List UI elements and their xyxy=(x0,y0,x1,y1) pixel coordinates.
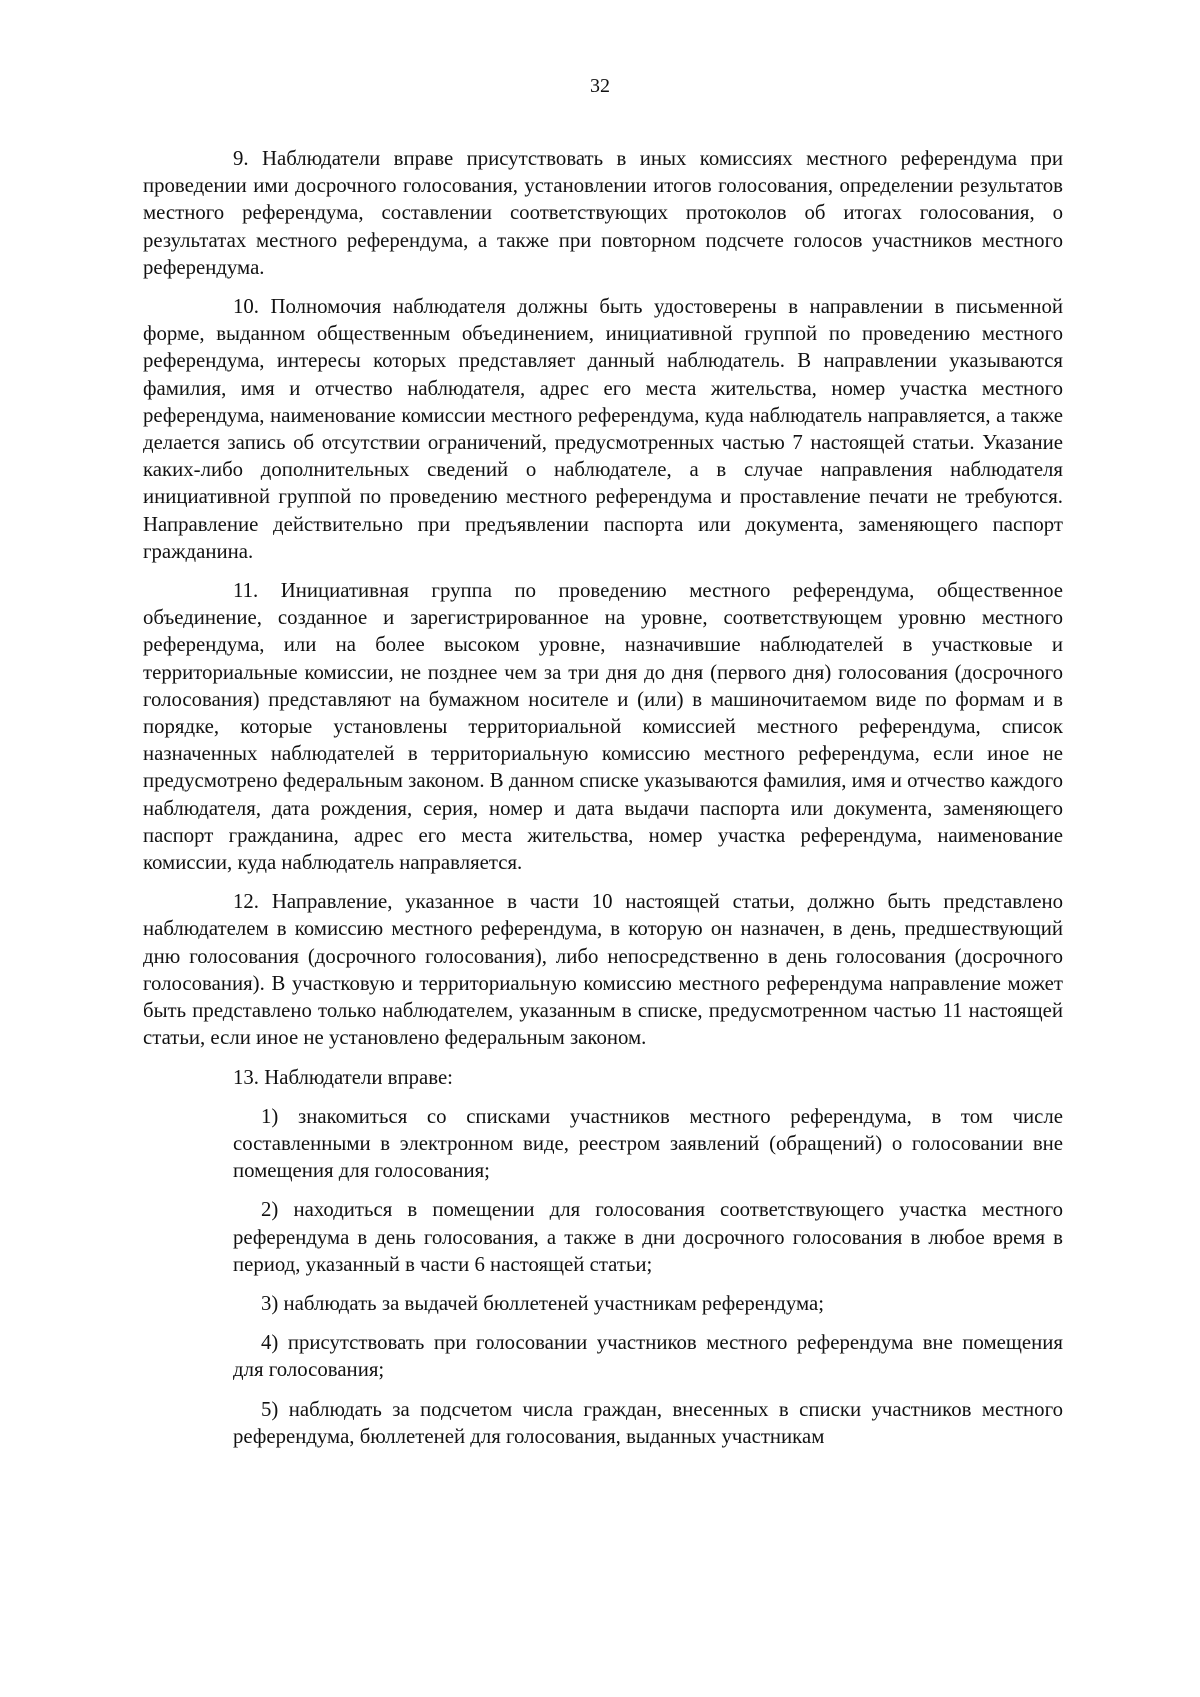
list-item-1: 1) знакомиться со списками участников местного референдума, в том числе составленными в электронном виде, реестром заявлений (обращений) о голосовании вне помещения для голосования; xyxy=(233,1104,1063,1183)
list-item-4: 4) присутствовать при голосовании участников местного референдума вне помещения для голосования; xyxy=(233,1331,1063,1382)
page-number: 32 xyxy=(590,75,610,97)
paragraph-12: 12. Направление, указанное в части 10 настоящей статьи, должно быть представлено наблюдателем в комиссию местного референдума, в которую он назначен, в день, предшествующий дню голосования (досрочного голосования), либо непосредственно в день голосования (досрочного голосования). В участковую и территориальную комиссию местного референдума направление может быть представлено только наблюдателем, указанным в списке, предусмотренном частью 11 настоящей статьи, если иное не установлено федеральным законом. xyxy=(143,890,1063,1050)
paragraph-13: 13. Наблюдатели вправе: xyxy=(233,1065,453,1089)
document-body xyxy=(143,145,1063,1462)
list-item-2: 2) находиться в помещении для голосования соответствующего участка местного референдума в день голосования, а также в дни досрочного голосования в любое время в период, указанный в части 6 настоящей статьи; xyxy=(233,1198,1063,1276)
list-item-5: 5) наблюдать за подсчетом числа граждан, внесенных в списки участников местного референдума, бюллетеней для голосования, выданных участникам xyxy=(233,1397,1063,1448)
paragraph-11: 11. Инициативная группа по проведению местного референдума, общественное объединение, созданное и зарегистрированное на уровне, соответствующем уровню местного референдума, или на более высоком уровне, назначившие наблюдателей в участковые и территориальные комиссии, не позднее чем за три дня до дня (первого дня) голосования (досрочного голосования) представляют на бумажном носителе и (или) в машиночитаемом виде по формам и в порядке, которые установлены территориальной комиссией местного референдума, список назначенных наблюдателей в территориальную комиссию местного референдума, если иное не предусмотрено федеральным законом. В данном списке указываются фамилия, имя и отчество каждого наблюдателя, дата рождения, серия, номер и дата выдачи паспорта или документа, заменяющего паспорт гражданина, адрес его места жительства, номер участка референдума, наименование комиссии, куда наблюдатель направляется. xyxy=(143,579,1063,875)
paragraph-9: 9. Наблюдатели вправе присутствовать в иных комиссиях местного референдума при проведении ими досрочного голосования, установлении итогов голосования, определении результатов местного референдума, составлении соответствующих протоколов об итогах голосования, о результатах местного референдума, а также при повторном подсчете голосов участников местного референдума. xyxy=(143,147,1063,279)
list-item-3: 3) наблюдать за выдачей бюллетеней участникам референдума; xyxy=(261,1291,825,1315)
paragraph-10: 10. Полномочия наблюдателя должны быть удостоверены в направлении в письменной форме, выданном общественным объединением, инициативной группой по проведению местного референдума, интересы которых представляет данный наблюдатель. В направлении указываются фамилия, имя и отчество наблюдателя, адрес его места жительства, номер участка местного референдума, наименование комиссии местного референдума, куда наблюдатель направляется, а также делается запись об отсутствии ограничений, предусмотренных частью 7 настоящей статьи. Указание каких-либо дополнительных сведений о наблюдателе, а в случае направления наблюдателя инициативной группой по проведению местного референдума и проставление печати не требуются. Направление действительно при предъявлении паспорта или документа, заменяющего паспорт гражданина. xyxy=(143,295,1063,563)
